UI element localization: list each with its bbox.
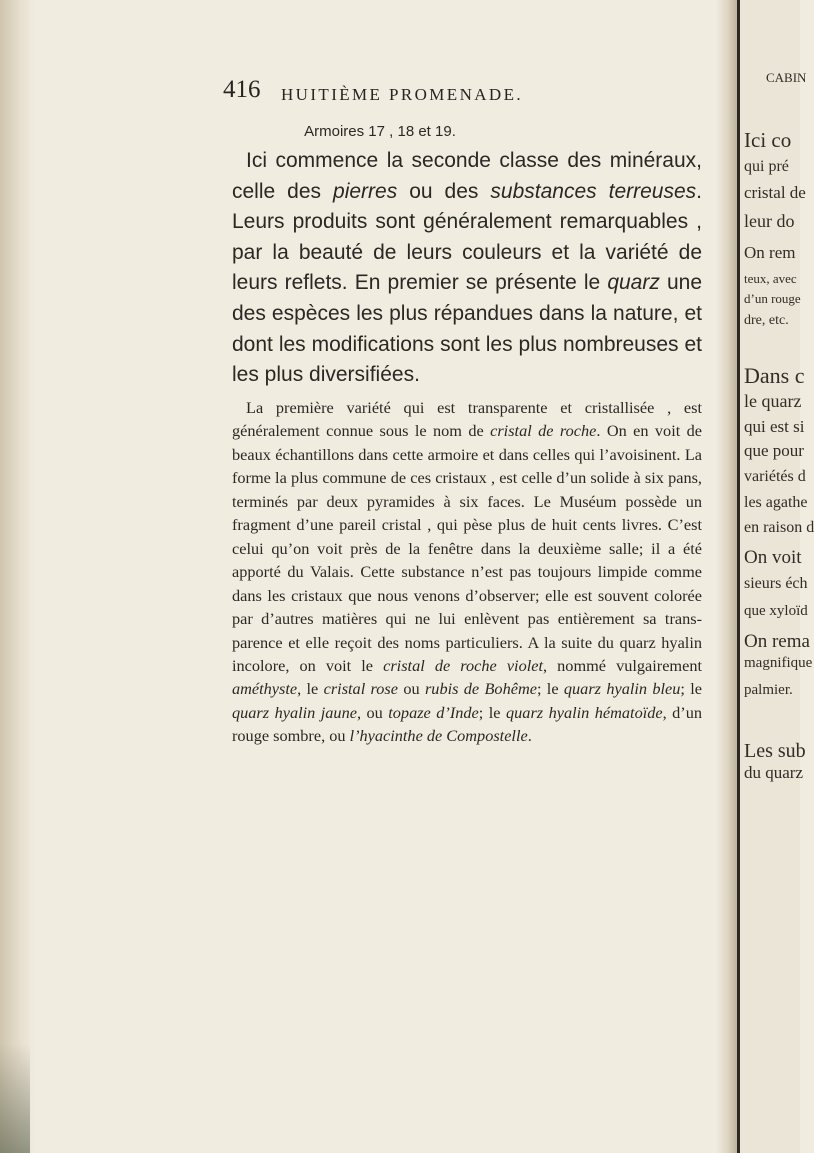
facing-page-line: magnifique xyxy=(744,655,813,671)
paragraph-intro xyxy=(232,146,702,391)
text-run: , le xyxy=(297,679,324,699)
italic-term: l’hyacinthe de Compostelle xyxy=(349,726,528,746)
facing-page-line: palmier. xyxy=(744,682,793,698)
page-header xyxy=(223,76,703,112)
facing-page-line: Ici co xyxy=(744,128,792,152)
italic-term: rubis de Bohême xyxy=(424,679,537,699)
italic-term: quarz hyalin hématoïde xyxy=(506,702,663,722)
italic-term: quarz hyalin jaune xyxy=(232,702,357,722)
text-run: ; le xyxy=(680,679,703,699)
facing-page-line: qui est si xyxy=(744,417,805,436)
facing-page-line: sieurs éch xyxy=(744,575,808,592)
page-number: 416 xyxy=(223,76,261,103)
text-run: , d’un rouge sombre, ou xyxy=(232,702,703,746)
text-run: ou xyxy=(398,679,425,699)
italic-term: cristal de roche violet xyxy=(383,655,543,675)
facing-page-line: d’un rouge xyxy=(744,291,801,306)
facing-page-line: que xyloïd xyxy=(744,603,808,619)
facing-page-line: dre, etc. xyxy=(744,313,789,328)
section-subheading: Armoires 17 , 18 et 19. xyxy=(304,123,456,140)
text-run: . Leurs produits sont généralement remarquables , par la beauté de leurs couleurs et la variété de leurs reflets. En premier se présente le xyxy=(232,179,702,295)
facing-page-line: variétés d xyxy=(744,468,806,485)
facing-page-line: les agathe xyxy=(744,494,808,511)
facing-page-line: On voit xyxy=(744,547,802,568)
facing-page-line: On rema xyxy=(744,631,810,652)
facing-page-line: On rem xyxy=(744,243,796,262)
text-run: , ou xyxy=(356,702,389,722)
facing-page-line: Les sub xyxy=(744,740,806,762)
running-head: HUITIÈME PROMENADE. xyxy=(281,85,524,104)
text-run: La première variété qui est transparente et cristallisée , est généralement connue sous le nom de xyxy=(232,398,702,441)
italic-term: pierres xyxy=(333,179,398,203)
text-run: une des espèces les plus répandues dans la nature, et dont les modifications sont les plus nombreuses et les plus diversifiées. xyxy=(232,271,702,387)
italic-term: topaze d’Inde xyxy=(388,702,479,722)
italic-term: améthyste xyxy=(232,679,298,699)
italic-term: substances terreuses xyxy=(490,179,697,203)
facing-page-line: leur do xyxy=(744,211,795,231)
text-run: , nommé vulgairement xyxy=(543,655,702,675)
italic-term: quarz hyalin bleu xyxy=(563,679,681,699)
italic-term: cristal de roche xyxy=(490,421,597,441)
facing-page-line: que pour xyxy=(744,441,804,460)
text-run: . On en voit de beaux échantillons dans cette armoire et dans celles qui l’avoisinent. La forme la plus commune de ces cristaux , est celle d’un solide à six pans, terminés par deux pyramides à six faces. Le Muséum possède un fragment d’une pareil cristal , qui pèse plus de huit cents livres. C’est celui qu’on voit près de la fenêtre dans la deuxième salle; il a été apporté du Valais. Cette substance n’est pas toujours limpide comme dans les cristaux que nous venons d’observer; elle est souvent colorée par d’autres matières qui ne lui enlèvent pas entièrement sa transparence et elle reçoit des noms particuliers. A la suite du quarz hyalin incolore, on voit le xyxy=(232,421,703,675)
paragraph-details xyxy=(232,396,702,748)
text-run: Ici commence la seconde classe des minéraux, celle des xyxy=(232,149,702,203)
edge-shadow xyxy=(0,1043,30,1153)
page-left-edge xyxy=(0,0,34,1153)
facing-page-line: qui pré xyxy=(744,158,789,175)
facing-page-line: teux, avec xyxy=(744,271,797,286)
facing-page-line: Dans c xyxy=(744,363,805,388)
facing-page-line: en raison d xyxy=(744,519,814,536)
facing-page-line: du quarz xyxy=(744,763,804,782)
italic-term: cristal rose xyxy=(323,679,398,699)
facing-page-line: cristal de xyxy=(744,183,806,202)
text-run: ; le xyxy=(478,702,507,722)
text-run: . xyxy=(527,726,532,746)
facing-page-line: CABIN xyxy=(766,70,807,85)
italic-term: quarz xyxy=(607,271,660,295)
text-run: ; le xyxy=(536,679,564,699)
text-run: ou des xyxy=(397,179,491,203)
facing-page-line: le quarz xyxy=(744,391,802,411)
facing-page-fragment xyxy=(740,0,814,1153)
